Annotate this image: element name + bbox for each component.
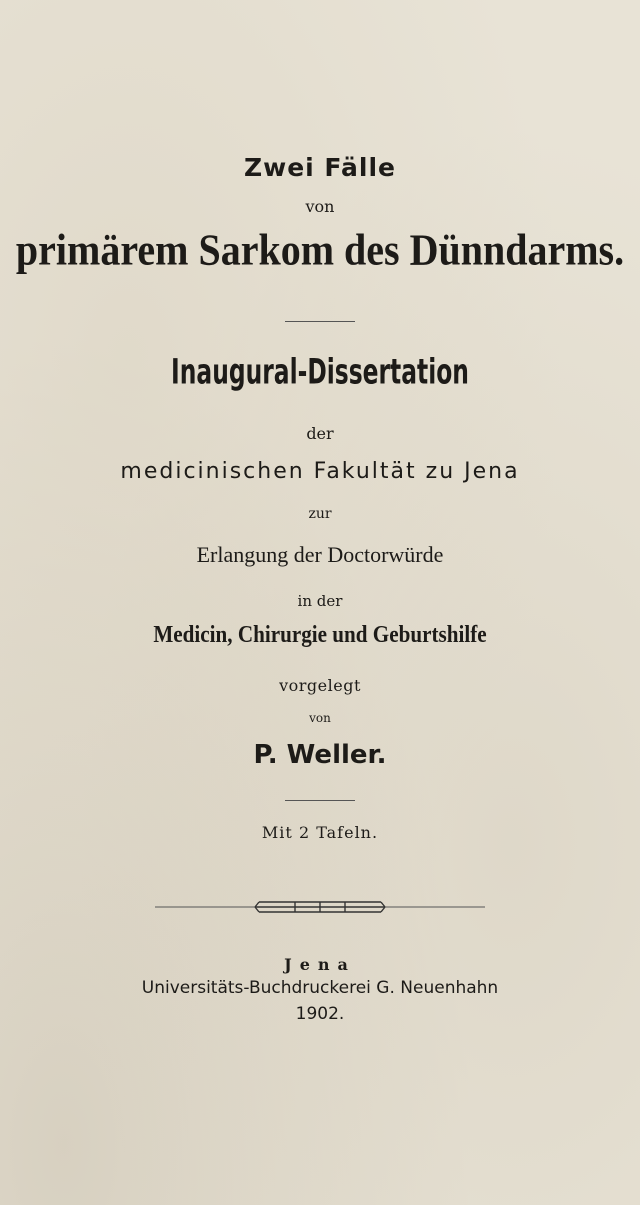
printer-line: Universitäts-Buchdruckerei G. Neuenhahn xyxy=(141,978,499,998)
von-line-2: von xyxy=(309,711,331,725)
divider-rule-2 xyxy=(285,800,355,801)
faculty-line: medicinischen Fakultät zu Jena xyxy=(120,459,520,484)
dissertation-heading: Inaugural-Dissertation xyxy=(171,352,469,393)
divider-rule xyxy=(285,321,355,322)
author-name: P. Weller. xyxy=(253,740,387,770)
city-line: Jena xyxy=(284,955,356,974)
year-line: 1902. xyxy=(295,1004,345,1024)
von-line: von xyxy=(305,197,335,216)
zur-line: zur xyxy=(308,506,332,522)
der-line: der xyxy=(306,424,334,443)
ornament-rule xyxy=(155,898,485,916)
title-line-1: Zwei Fälle xyxy=(243,153,397,182)
in-der-line: in der xyxy=(297,592,343,610)
tafeln-line: Mit 2 Tafeln. xyxy=(261,823,379,842)
title-line-2: primärem Sarkom des Dünndarms. xyxy=(15,224,625,275)
fachgebiet-line: Medicin, Chirurgie und Geburtshilfe xyxy=(153,622,487,648)
erlangung-line: Erlangung der Doctorwürde xyxy=(196,542,444,567)
vorgelegt-line: vorgelegt xyxy=(279,676,361,695)
